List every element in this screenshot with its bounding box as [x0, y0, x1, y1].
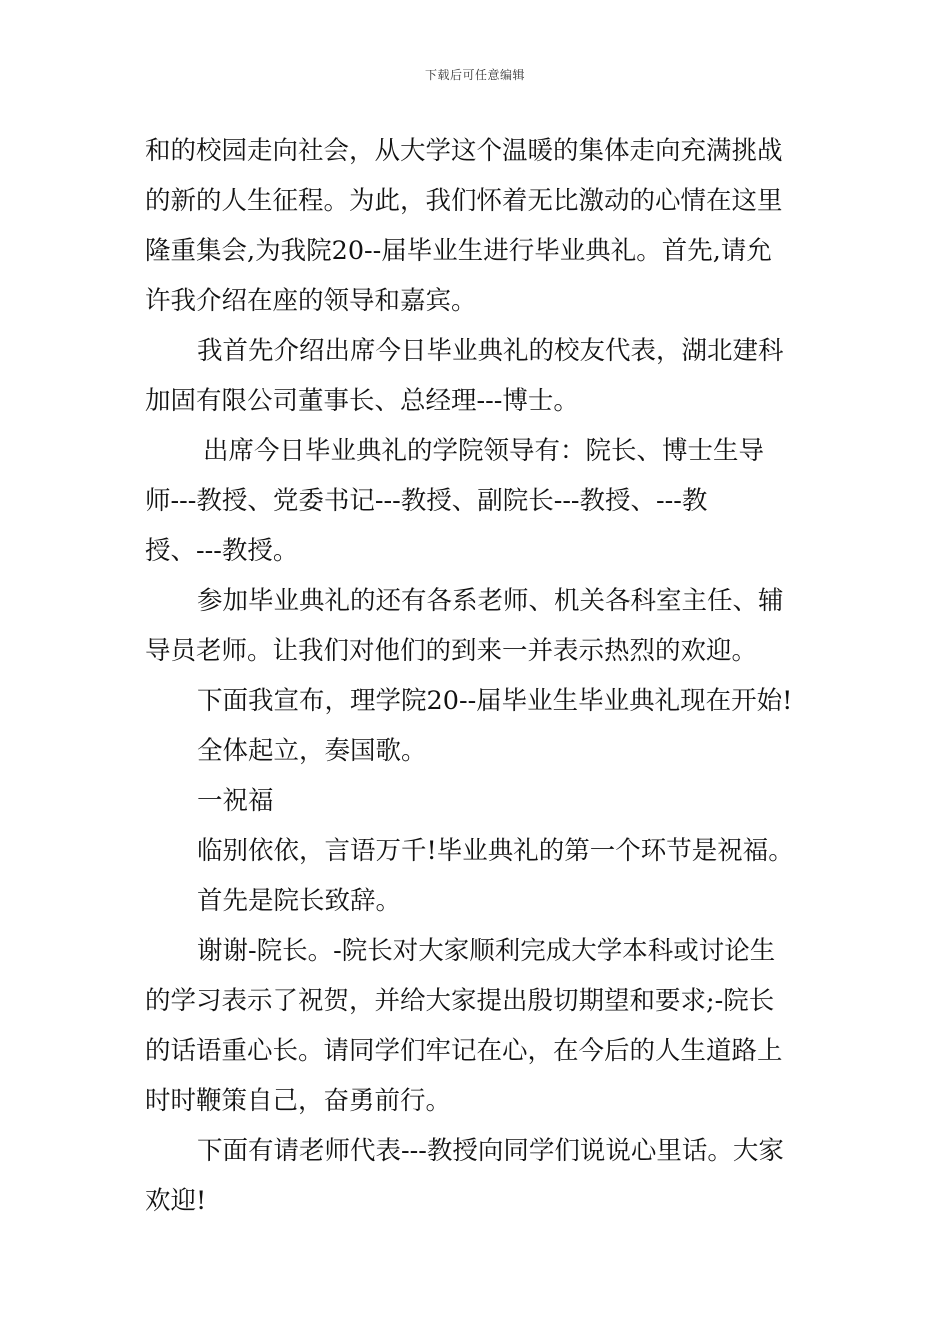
text-line: 一祝福 [197, 786, 274, 816]
text-line: 和的校园走向社会，从大学这个温暖的集体走向充满挑战 [145, 136, 783, 166]
text-line: 导员老师。让我们对他们的到来一并表示热烈的欢迎。 [145, 636, 758, 666]
text-line: 参加毕业典礼的还有各系老师、机关各科室主任、辅 [197, 586, 784, 616]
paragraph-national-anthem [145, 726, 807, 776]
paragraph-ceremony-start [145, 676, 807, 726]
paragraph-blessing-intro [145, 826, 807, 876]
text-line: 下面我宣布，理学院20--届毕业生毕业典礼现在开始! [197, 686, 793, 716]
text-line: 的新的人生征程。为此，我们怀着无比激动的心情在这里 [145, 186, 783, 216]
document-body [145, 126, 807, 1226]
text-line: 欢迎! [145, 1186, 207, 1216]
text-line: 许我介绍在座的领导和嘉宾。 [145, 286, 477, 316]
text-line: 我首先介绍出席今日毕业典礼的校友代表，湖北建科 [197, 336, 784, 366]
text-line: 谢谢-院长。-院长对大家顺利完成大学本科或讨论生 [197, 936, 776, 966]
text-line: 临别依依，言语万千!毕业典礼的第一个环节是祝福。 [197, 836, 794, 866]
paragraph-teacher-representative [145, 1126, 807, 1226]
text-line: 时时鞭策自己，奋勇前行。 [145, 1086, 452, 1116]
text-line: 首先是院长致辞。 [197, 886, 402, 916]
text-line: 师---教授、党委书记---教授、副院长---教授、---教 [145, 486, 708, 516]
paragraph-teachers-welcome [145, 576, 807, 676]
text-line: 隆重集会,为我院20--届毕业生进行毕业典礼。首先,请允 [145, 236, 772, 266]
paragraph-thanks-dean [145, 926, 807, 1126]
page-header: 下载后可任意编辑 [424, 68, 525, 82]
text-line: 出席今日毕业典礼的学院领导有：院长、博士生导 [203, 436, 765, 466]
paragraph-intro-continued [145, 126, 807, 326]
text-line: 授、---教授。 [145, 536, 299, 566]
paragraph-college-leaders [145, 426, 807, 576]
text-line: 的学习表示了祝贺，并给大家提出殷切期望和要求;-院长 [145, 986, 775, 1016]
text-line: 的话语重心长。请同学们牢记在心，在今后的人生道路上 [145, 1036, 783, 1066]
paragraph-dean-speech [145, 876, 807, 926]
section-heading-blessing [145, 776, 807, 826]
text-line: 加固有限公司董事长、总经理---博士。 [145, 386, 579, 416]
text-line: 下面有请老师代表---教授向同学们说说心里话。大家 [197, 1136, 784, 1166]
paragraph-alumni-representative [145, 326, 807, 426]
text-line: 全体起立，奏国歌。 [197, 736, 427, 766]
